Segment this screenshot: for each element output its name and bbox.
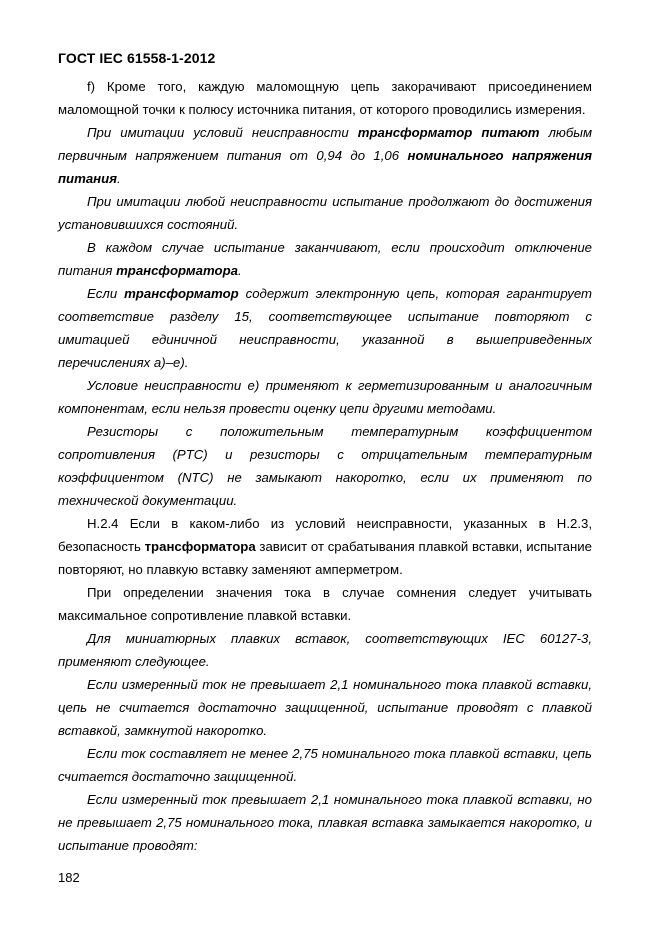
paragraph-text: Если измеренный ток превышает 2,1 номинального тока плавкой вставки, но не превышает 2,75 номинального тока, плавкая вставка замыкается накоротко, и испытание проводят: [58,792,592,853]
document-header: ГОСТ IEC 61558-1-2012 [58,50,216,66]
paragraph-text: H.2.4 Если в каком-либо из условий неисправности, указанных в H.2.3, безопасность [58,516,592,554]
paragraph-text: зависит от срабатывания плавкой вставки, испытание повторяют, но плавкую вставку заменяют амперметром. [58,539,592,577]
paragraph [58,374,592,420]
paragraph [58,512,592,581]
bold-term: трансформатора [116,263,238,278]
bold-term: трансформатора [144,539,256,554]
paragraph-text: Для миниатюрных плавких вставок, соответствующих IEC 60127-3, применяют следующее. [58,631,592,669]
paragraph-text: Условие неисправности е) применяют к герметизированным и аналогичным компонентам, если нельзя провести оценку цепи другими методами. [58,378,592,416]
bold-term: трансформатор питают [357,125,540,140]
paragraph-text: При имитации любой неисправности испытание продолжают до достижения установившихся состояний. [58,194,592,232]
paragraph [58,581,592,627]
paragraph [58,190,592,236]
paragraph [58,673,592,742]
paragraph-text: Если измеренный ток не превышает 2,1 номинального тока плавкой вставки, цепь не считается достаточно защищенной, испытание проводят с плавкой вставкой, замкнутой накоротко. [58,677,592,738]
paragraph [58,742,592,788]
paragraph [58,788,592,857]
bold-term: трансформатор [124,286,239,301]
paragraph-text: При имитации условий неисправности [87,125,358,140]
paragraph [58,236,592,282]
paragraph-text: Если ток составляет не менее 2,75 номинального тока плавкой вставки, цепь считается достаточно защищенной. [58,746,592,784]
page-number: 182 [58,870,80,885]
paragraph [58,121,592,190]
paragraph-text: Если [87,286,125,301]
paragraph-text: При определении значения тока в случае сомнения следует учитывать максимальное сопротивление плавкой вставки. [58,585,592,623]
paragraph-text: В каждом случае испытание заканчивают, если происходит отключение питания [58,240,592,278]
paragraph-text: любым первичным напряжением питания от 0,94 до 1,06 [58,125,592,163]
paragraph-text: . [238,263,242,278]
paragraph [58,627,592,673]
paragraph [58,282,592,374]
document-body [58,75,592,857]
bold-term: номинального напряжения питания [58,148,592,186]
paragraph [58,420,592,512]
paragraph [58,75,592,121]
paragraph-text: Резисторы с положительным температурным коэффициентом сопротивления (PTC) и резисторы с отрицательным температурным коэффициентом (NTC) не замыкают накоротко, если их применяют по технической документации. [58,424,592,508]
paragraph-text: f) Кроме того, каждую маломощную цепь закорачивают присоединением маломощной точки к полюсу источника питания, от которого проводились измерения. [58,79,592,117]
paragraph-text: . [116,171,121,186]
paragraph-text: содержит электронную цепь, которая гарантирует соответствие разделу 15, соответствующее испытание повторяют с имитацией единичной неисправности, указанной в вышеприведенных перечислениях а)–е). [58,286,593,370]
